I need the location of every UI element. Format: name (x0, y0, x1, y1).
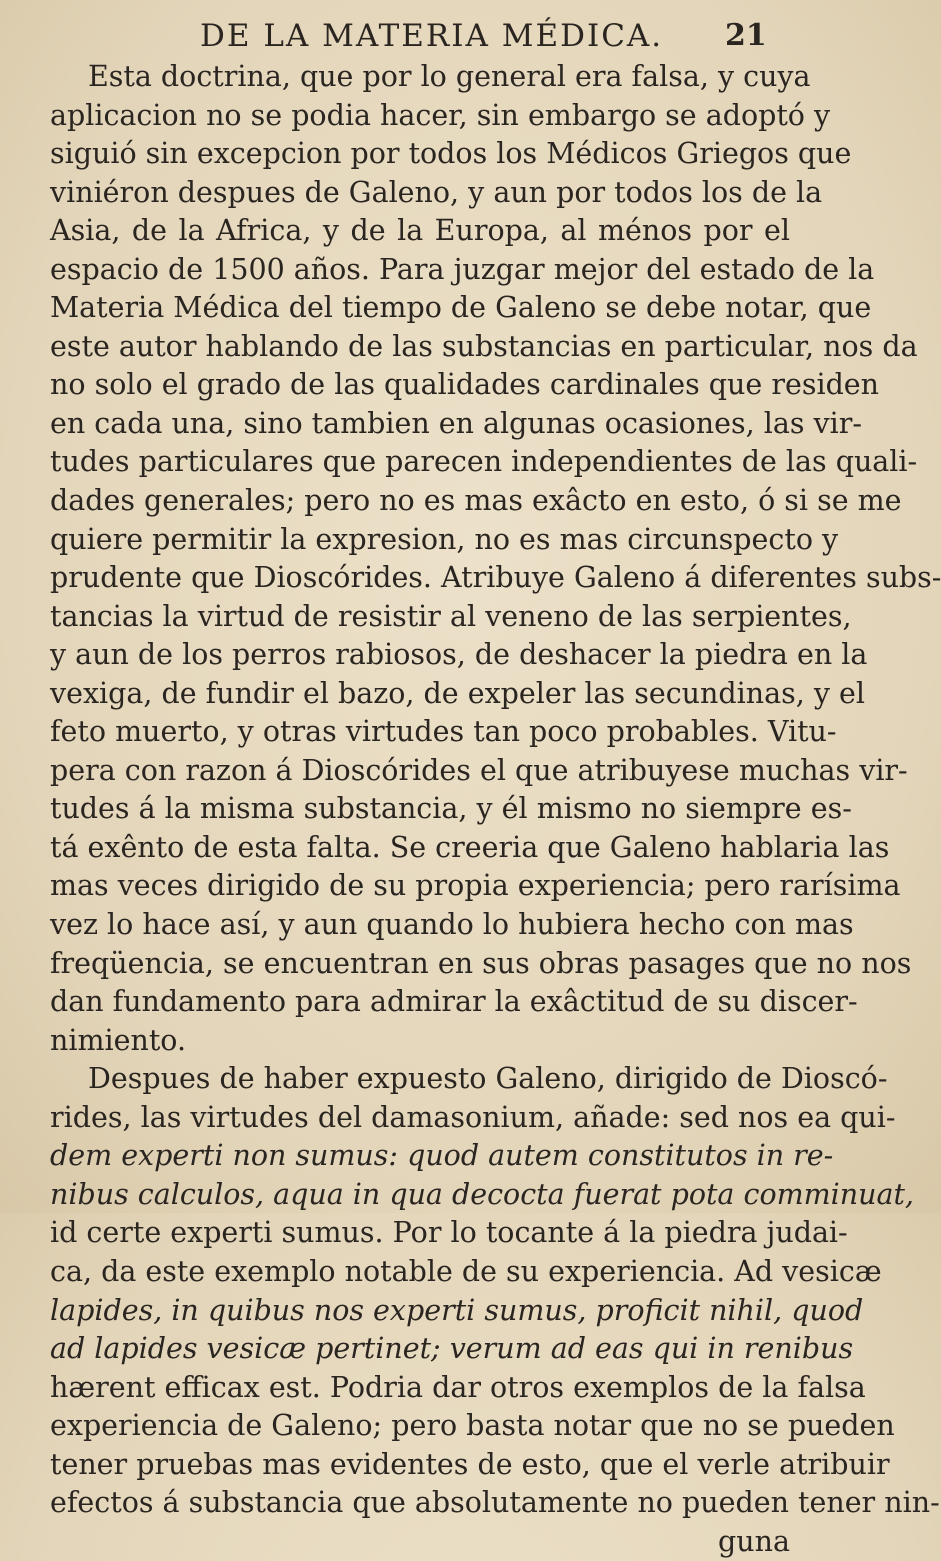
text-line: dem experti non sumus: quod autem constitutos in re- (50, 1139, 834, 1173)
text-line: tener pruebas mas evidentes de esto, que el verle atribuir (50, 1447, 890, 1481)
body-text (50, 58, 941, 1561)
text-line: nibus calculos, aqua in qua decocta fuerat pota comminuat, (50, 1177, 914, 1211)
running-title: DE LA MATERIA MÉDICA. (200, 18, 664, 54)
text-line: espacio de 1500 años. Para juzgar mejor del estado de la (50, 252, 875, 286)
text-line: id certe experti sumus. Por lo tocante á la piedra judai- (50, 1216, 848, 1250)
text-line: vexiga, de fundir el bazo, de expeler las secundinas, y el (50, 676, 865, 710)
page-header (0, 18, 800, 58)
text-line: Esta doctrina, que por lo general era falsa, y cuya (88, 60, 811, 93)
text-line: Materia Médica del tiempo de Galeno se debe notar, que (50, 291, 872, 325)
text-line: tá exênto de esta falta. Se creeria que Galeno hablaria las (50, 830, 890, 864)
text-line: feto muerto, y otras virtudes tan poco probables. Vitu- (50, 715, 837, 749)
text-line: Despues de haber expuesto Galeno, dirigido de Dioscó- (88, 1062, 888, 1096)
text-line: tancias la virtud de resistir al veneno de las serpientes, (50, 599, 852, 633)
page-number: 21 (725, 18, 767, 53)
text-line: tudes particulares que parecen independientes de las quali- (50, 445, 918, 479)
text-line: siguió sin excepcion por todos los Médicos Griegos que (50, 137, 852, 171)
text-line: dan fundamento para admirar la exâctitud de su discer- (50, 985, 858, 1019)
text-line: y aun de los perros rabiosos, de deshacer la piedra en la (50, 638, 868, 672)
text-line: dades generales; pero no es mas exâcto en esto, ó si se me (50, 484, 902, 518)
text-line: hærent efficax est. Podria dar otros exemplos de la falsa (50, 1370, 866, 1404)
text-line: Asia, de la Africa, y de la Europa, al ménos por el (50, 214, 790, 248)
text-line: tudes á la misma substancia, y él mismo no siempre es- (50, 792, 852, 826)
text-line: rides, las virtudes del damasonium, añade: sed nos ea qui- (50, 1100, 896, 1134)
text-line: en cada una, sino tambien en algunas ocasiones, las vir- (50, 406, 863, 440)
text-line: vez lo hace así, y aun quando lo hubiera hecho con mas (50, 908, 854, 942)
text-line: quiere permitir la expresion, no es mas circunspecto y (50, 522, 839, 556)
text-line: ca, da este exemplo notable de su experiencia. Ad vesicæ (50, 1254, 882, 1288)
text-line: pera con razon á Dioscórides el que atribuyese muchas vir- (50, 753, 908, 787)
text-line: lapides, in quibus nos experti sumus, proficit nihil, quod (50, 1293, 864, 1327)
text-line: este autor hablando de las substancias en particular, nos da (50, 329, 918, 363)
text-line: aplicacion no se podia hacer, sin embargo se adoptó y (50, 98, 831, 132)
text-line: prudente que Dioscórides. Atribuye Galeno á diferentes subs- (50, 561, 941, 595)
text-line: ad lapides vesicæ pertinet; verum ad eas qui in renibus (50, 1332, 854, 1366)
text-line: mas veces dirigido de su propia experiencia; pero rarísima (50, 869, 901, 903)
text-line: nimiento. (50, 1023, 187, 1057)
text-line: viniéron despues de Galeno, y aun por todos los de la (50, 175, 823, 209)
text-line: experiencia de Galeno; pero basta notar que no se pueden (50, 1409, 895, 1443)
text-line: no solo el grado de las qualidades cardinales que residen (50, 368, 880, 402)
text-line: efectos á substancia que absolutamente no pueden tener nin- (50, 1486, 940, 1520)
catchword: guna (718, 1524, 790, 1558)
text-line: freqüencia, se encuentran en sus obras pasages que no nos (50, 946, 912, 980)
